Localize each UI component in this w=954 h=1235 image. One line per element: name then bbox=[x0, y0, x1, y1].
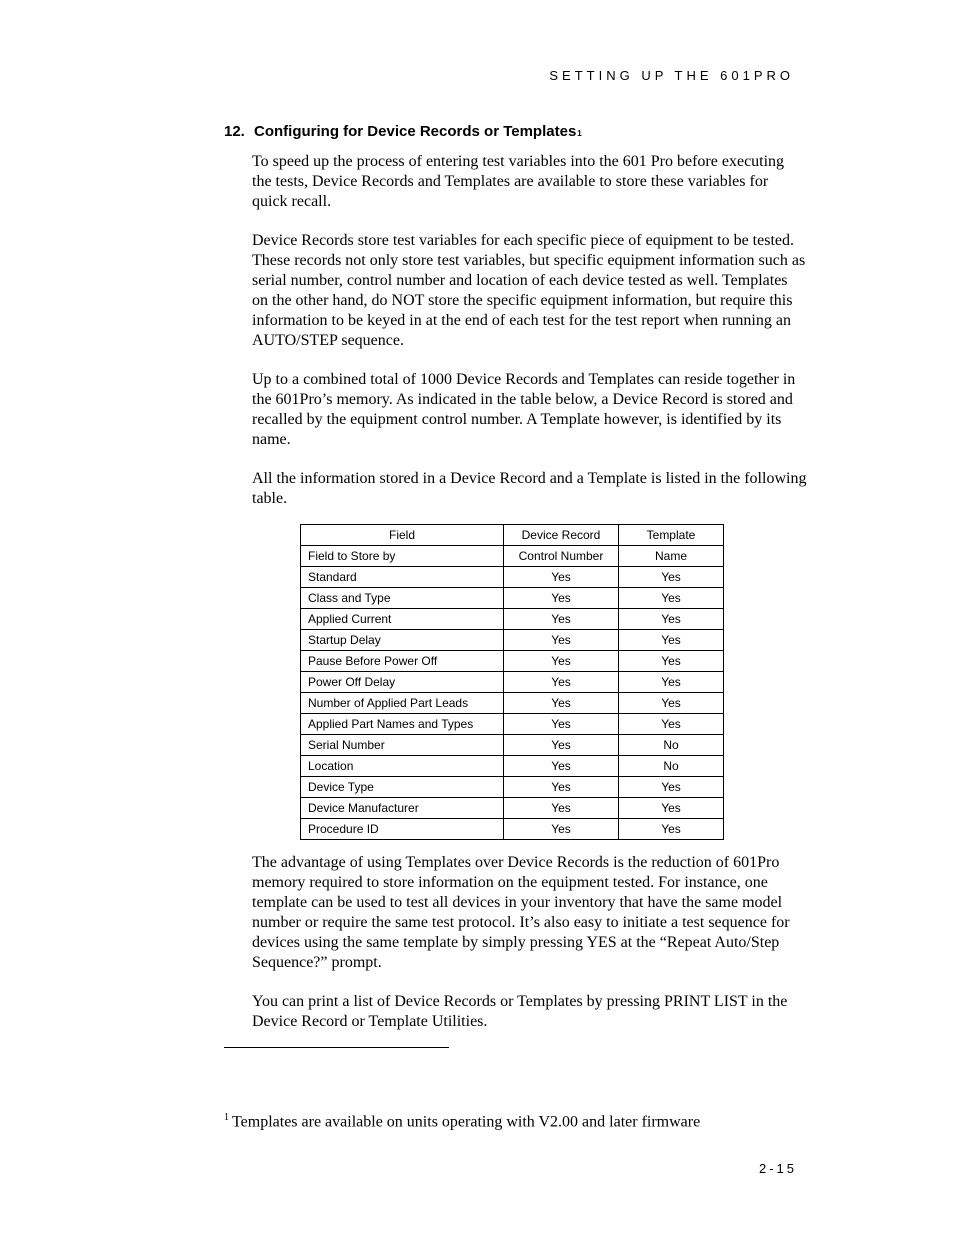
paragraph: Device Records store test variables for each specific piece of equipment to be tested. These records not only store test variables, but specific equipment information such as serial number, control number and location of each device tested as well. Templates on the other hand, do NOT store the specific equipment information, but require this information to be keyed in at the end of each test for the test report when running an AUTO/STEP sequence. bbox=[252, 232, 806, 349]
table-row bbox=[301, 798, 724, 819]
cell-field: Serial Number bbox=[301, 735, 504, 756]
cell-field: Location bbox=[301, 756, 504, 777]
footnote-reference: 1 bbox=[577, 129, 582, 138]
cell-device-record: Yes bbox=[504, 777, 619, 798]
cell-field: Pause Before Power Off bbox=[301, 651, 504, 672]
header-template: Template bbox=[619, 525, 724, 546]
footnote-marker: 1 bbox=[224, 1112, 229, 1123]
cell-device-record: Yes bbox=[504, 714, 619, 735]
cell-field: Standard bbox=[301, 567, 504, 588]
cell-template: No bbox=[619, 735, 724, 756]
cell-template: Yes bbox=[619, 567, 724, 588]
table-row bbox=[301, 756, 724, 777]
cell-device-record: Yes bbox=[504, 819, 619, 840]
table-row bbox=[301, 546, 724, 567]
table-row bbox=[301, 588, 724, 609]
table-row bbox=[301, 651, 724, 672]
paragraph: You can print a list of Device Records or Templates by pressing PRINT LIST in the Device Record or Template Utilities. bbox=[252, 993, 788, 1030]
section-number: 12. bbox=[224, 123, 245, 140]
cell-device-record: Yes bbox=[504, 588, 619, 609]
footnote-separator bbox=[224, 1047, 449, 1048]
cell-field: Applied Part Names and Types bbox=[301, 714, 504, 735]
table-row bbox=[301, 567, 724, 588]
header-field: Field bbox=[301, 525, 504, 546]
page-number: 2-15 bbox=[758, 1161, 797, 1176]
cell-field: Procedure ID bbox=[301, 819, 504, 840]
cell-device-record: Control Number bbox=[504, 546, 619, 567]
cell-device-record: Yes bbox=[504, 609, 619, 630]
cell-template: Yes bbox=[619, 609, 724, 630]
cell-field: Number of Applied Part Leads bbox=[301, 693, 504, 714]
cell-field: Device Manufacturer bbox=[301, 798, 504, 819]
paragraph: To speed up the process of entering test variables into the 601 Pro before executing the tests, Device Records and Templates are available to store these variables for quick recall. bbox=[252, 153, 785, 210]
footnote bbox=[224, 1112, 700, 1131]
body-text-bottom bbox=[252, 853, 807, 1051]
cell-template: Yes bbox=[619, 588, 724, 609]
paragraph: The advantage of using Templates over Device Records is the reduction of 601Pro memory required to store information on the equipment tested. For instance, one template can be used to test all devices in your inventory that have the same model number or require the same test protocol. It’s also easy to initiate a test sequence for devices using the same template by simply pressing YES at the “Repeat Auto/Step Sequence?” prompt. bbox=[252, 854, 790, 971]
cell-field: Device Type bbox=[301, 777, 504, 798]
cell-device-record: Yes bbox=[504, 630, 619, 651]
table-row bbox=[301, 819, 724, 840]
cell-template: Yes bbox=[619, 630, 724, 651]
cell-template: Yes bbox=[619, 798, 724, 819]
cell-field: Class and Type bbox=[301, 588, 504, 609]
body-text-top bbox=[252, 152, 807, 528]
cell-field: Power Off Delay bbox=[301, 672, 504, 693]
cell-template: Yes bbox=[619, 714, 724, 735]
table-row bbox=[301, 693, 724, 714]
cell-template: Yes bbox=[619, 651, 724, 672]
table-row bbox=[301, 777, 724, 798]
header-device-record: Device Record bbox=[504, 525, 619, 546]
cell-device-record: Yes bbox=[504, 798, 619, 819]
cell-template: Yes bbox=[619, 777, 724, 798]
cell-template: Yes bbox=[619, 672, 724, 693]
cell-device-record: Yes bbox=[504, 735, 619, 756]
cell-device-record: Yes bbox=[504, 651, 619, 672]
section-title: Configuring for Device Records or Templates bbox=[254, 123, 577, 140]
cell-field: Field to Store by bbox=[301, 546, 504, 567]
table-row bbox=[301, 735, 724, 756]
table-row bbox=[301, 714, 724, 735]
device-record-template-table bbox=[300, 524, 724, 840]
cell-template: Yes bbox=[619, 819, 724, 840]
cell-device-record: Yes bbox=[504, 756, 619, 777]
footnote-text: Templates are available on units operating with V2.00 and later firmware bbox=[232, 1113, 701, 1131]
paragraph: All the information stored in a Device Record and a Template is listed in the following table. bbox=[252, 470, 807, 507]
paragraph: Up to a combined total of 1000 Device Records and Templates can reside together in the 601Pro’s memory. As indicated in the table below, a Device Record is stored and recalled by the equipment control number. A Template however, is identified by its name. bbox=[252, 371, 796, 448]
cell-template: Yes bbox=[619, 693, 724, 714]
cell-template: Name bbox=[619, 546, 724, 567]
table-row bbox=[301, 630, 724, 651]
section-heading bbox=[224, 123, 582, 140]
cell-device-record: Yes bbox=[504, 693, 619, 714]
table-header-row bbox=[301, 525, 724, 546]
table-row bbox=[301, 672, 724, 693]
table-row bbox=[301, 609, 724, 630]
cell-device-record: Yes bbox=[504, 672, 619, 693]
running-header: SETTING UP THE 601PRO bbox=[549, 68, 794, 83]
cell-field: Applied Current bbox=[301, 609, 504, 630]
cell-template: No bbox=[619, 756, 724, 777]
cell-device-record: Yes bbox=[504, 567, 619, 588]
cell-field: Startup Delay bbox=[301, 630, 504, 651]
